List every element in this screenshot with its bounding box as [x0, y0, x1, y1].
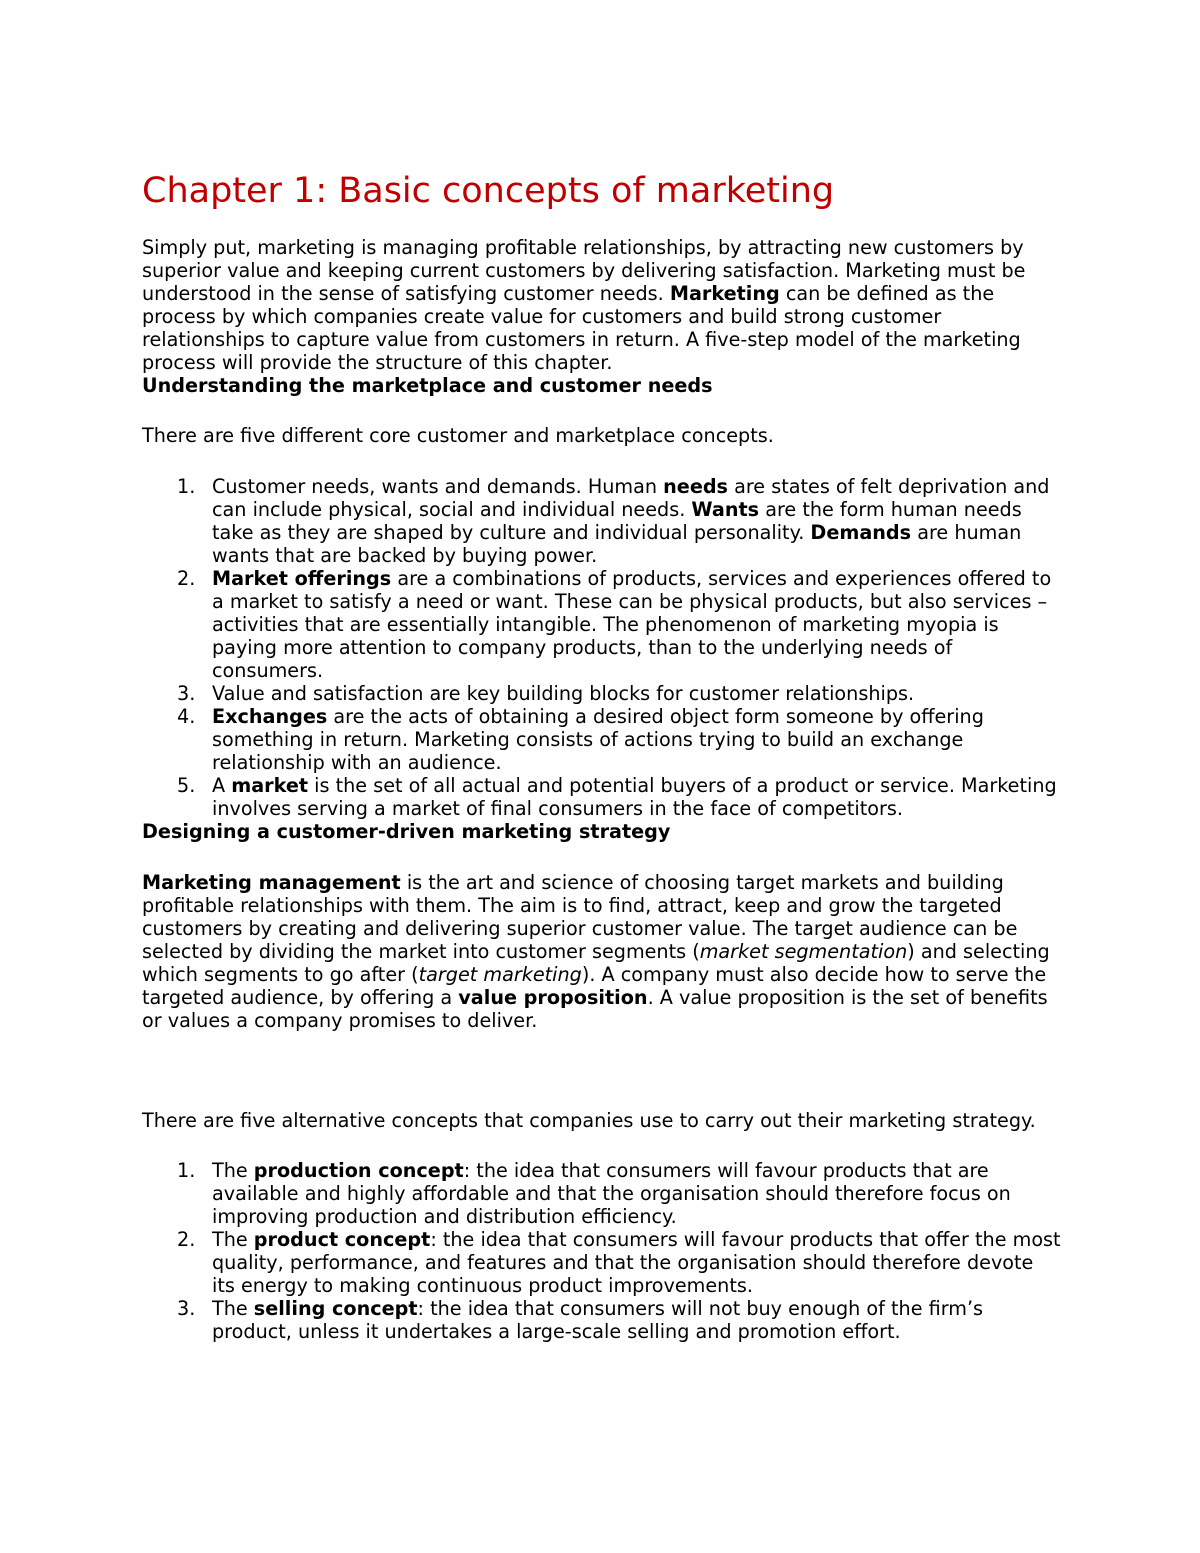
list-item-bold: Wants	[691, 498, 760, 521]
italic-term: target marketing	[418, 963, 582, 986]
list-item	[142, 774, 1062, 820]
list-number: 2.	[177, 567, 196, 590]
list-item-text: A	[212, 774, 232, 797]
list-item	[142, 682, 1062, 705]
bold-term: Marketing management	[142, 871, 401, 894]
list-item-text: are the acts of obtaining a desired object form someone by offering something in return. Marketing consists of actions trying to build an exchange relationship with an audience.	[212, 705, 984, 774]
intro-bold-marketing: Marketing	[669, 282, 780, 305]
core-concepts-list	[142, 475, 1062, 820]
intro-text-1: Simply put, marketing is managing profitable relationships, by attracting new customers by superior value and keeping current customers by delivering satisfaction. Marketing must be understood in the sense of satisfying customer needs.	[142, 236, 1026, 305]
core-concepts-intro: There are five different core customer and marketplace concepts.	[142, 424, 774, 447]
alternative-concepts-list	[142, 1159, 1062, 1343]
list-item-bold: product concept	[253, 1228, 431, 1251]
marketing-management-paragraph	[142, 871, 1062, 1032]
list-number: 5.	[177, 774, 196, 797]
intro-text-2: can be defined as the process by which companies create value for customers and build strong customer relationships to capture value from customers in return. A five-step model of the marketing process will provide the structure of this chapter.	[142, 282, 1021, 374]
bold-term: value proposition	[458, 986, 648, 1009]
chapter-title: Chapter 1: Basic concepts of marketing	[142, 171, 835, 211]
paragraph-text: . A value proposition is the set of benefits or values a company promises to deliver.	[142, 986, 1048, 1032]
list-number: 2.	[177, 1228, 196, 1251]
list-item-text: : the idea that consumers will favour products that offer the most quality, performance, and features and that the organisation should therefore devote its energy to making continuous product improvements.	[212, 1228, 1061, 1297]
list-item-text: are human wants that are backed by buying power.	[212, 521, 1022, 567]
list-item	[142, 1159, 1062, 1228]
section-heading-strategy: Designing a customer-driven marketing strategy	[142, 820, 671, 843]
list-number: 3.	[177, 1297, 196, 1320]
list-number: 1.	[177, 475, 196, 498]
italic-term: market segmentation	[699, 940, 908, 963]
list-item	[142, 1297, 1062, 1343]
list-item-bold: Demands	[810, 521, 912, 544]
list-item-text: Customer needs, wants and demands. Human	[212, 475, 664, 498]
list-item	[142, 1228, 1062, 1297]
list-item-bold: Exchanges	[212, 705, 328, 728]
list-item	[142, 475, 1062, 567]
list-item-text: The	[212, 1297, 254, 1320]
paragraph-text: ). A company must also decide how to serve the targeted audience, by offering a	[142, 963, 1047, 1009]
list-number: 1.	[177, 1159, 196, 1182]
alternative-concepts-intro: There are five alternative concepts that companies use to carry out their marketing strategy.	[142, 1109, 1036, 1132]
document-page	[142, 168, 1062, 1343]
list-item-text: : the idea that consumers will not buy enough of the firm’s product, unless it undertakes a large-scale selling and promotion effort.	[212, 1297, 984, 1343]
list-item-text: : the idea that consumers will favour products that are available and highly affordable and that the organisation should therefore focus on improving production and distribution efficiency.	[212, 1159, 1011, 1228]
list-item	[142, 705, 1062, 774]
list-item-text: The	[212, 1159, 254, 1182]
list-item-bold: selling concept	[253, 1297, 418, 1320]
list-item	[142, 567, 1062, 682]
list-item-text: are the form human needs take as they are shaped by culture and individual personality.	[212, 498, 1022, 544]
list-item-text: is the set of all actual and potential buyers of a product or service. Marketing involves serving a market of final consumers in the face of competitors.	[212, 774, 1057, 820]
list-item-bold: needs	[663, 475, 728, 498]
list-item-text: are states of felt deprivation and can include physical, social and individual needs.	[212, 475, 1050, 521]
list-item-bold: market	[231, 774, 309, 797]
list-item-text: The	[212, 1228, 254, 1251]
list-item-bold: production concept	[253, 1159, 464, 1182]
list-item-bold: Market offerings	[212, 567, 392, 590]
paragraph-text: ) and selecting which segments to go after (	[142, 940, 1050, 986]
intro-paragraph	[142, 236, 1062, 374]
list-item-text: Value and satisfaction are key building blocks for customer relationships.	[212, 682, 915, 705]
paragraph-text: is the art and science of choosing target markets and building profitable relationships with them. The aim is to find, attract, keep and grow the targeted customers by creating and delivering superior customer value. The target audience can be selected by dividing the market into customer segments (	[142, 871, 1018, 963]
section-heading-marketplace: Understanding the marketplace and customer needs	[142, 374, 713, 397]
list-number: 3.	[177, 682, 196, 705]
list-item-text: are a combinations of products, services and experiences offered to a market to satisfy a need or want. These can be physical products, but also services – activities that are essentially intangible. The phenomenon of marketing myopia is paying more attention to company products, than to the underlying needs of consumers.	[212, 567, 1052, 682]
list-number: 4.	[177, 705, 196, 728]
